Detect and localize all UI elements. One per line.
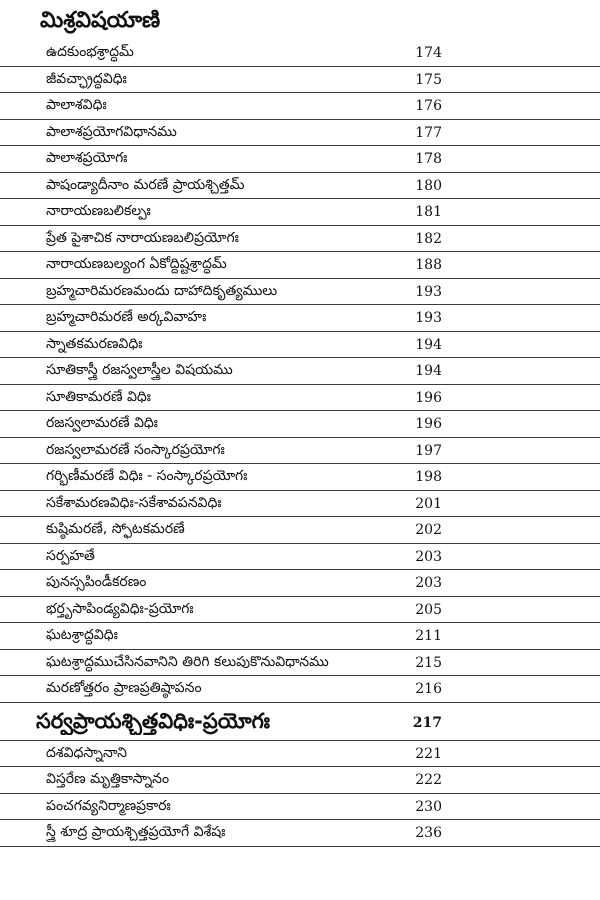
toc-entry-title: నారాయణబలికల్పః: [46, 203, 151, 219]
toc-entry-title: బ్రహ్మచారిమరణమందు దాహాదికృత్యములు: [46, 282, 278, 299]
toc-entry-title: పాలాశప్రయోగః: [46, 150, 128, 166]
toc-page-number: 177: [415, 124, 442, 141]
toc-row: [0, 491, 600, 518]
toc-entry-title: విస్తరేణ మృత్తికాస్నానం: [46, 771, 170, 787]
toc-page-number: 194: [415, 336, 442, 353]
toc-entry-title: బ్రహ్మచారిమరణే అర్కవివాహః: [46, 309, 207, 325]
toc-entry-title: సకేశామరణవిధిః-సకేశావపనవిధిః: [46, 494, 222, 511]
toc-row: [0, 120, 600, 147]
toc-entry-title: కుష్ఠిమరణే, స్ఫోటకమరణే: [46, 521, 185, 537]
toc-row: [0, 597, 600, 624]
toc-page-number: 196: [415, 389, 442, 406]
toc-entry-title: గర్భిణీమరణే విధిః - సంస్కారప్రయోగః: [46, 468, 248, 484]
toc-page-number: 211: [415, 628, 442, 644]
toc-page-number: 182: [415, 230, 442, 247]
toc-row: [0, 199, 600, 226]
toc-row: [0, 385, 600, 412]
toc-entry-title: ప్రేత పైశాచిక నారాయణబలిప్రయోగః: [46, 229, 239, 246]
toc-entry-title: ఘటశ్రాద్ధవిధిః: [46, 627, 118, 643]
toc-page-number: 181: [415, 204, 442, 220]
toc-row: [0, 517, 600, 544]
toc-page-number: 203: [415, 548, 442, 565]
toc-row: [0, 794, 600, 821]
toc-row: [0, 358, 600, 385]
toc-row: [0, 93, 600, 120]
toc-page-number: 178: [415, 151, 442, 167]
toc-row: [0, 464, 600, 491]
section-heading: మిశ్రవిషయాణి: [40, 8, 161, 33]
toc-page-number: 194: [415, 363, 442, 379]
toc-page-number: 221: [415, 745, 442, 762]
toc-entry-title: సర్వప్రాయశ్చిత్తవిధిః-ప్రయోగః: [36, 708, 271, 733]
toc-page-number: 203: [415, 575, 442, 591]
toc-entry-title: ఘటశ్రాద్ధముచేసినవానిని తిరిగి కలుపుకొనువిధానము: [46, 653, 329, 670]
toc-page-number: 180: [415, 177, 442, 194]
toc-entry-title: సర్పహతే: [46, 547, 95, 564]
toc-entry-title: స్త్రీ శూద్ర ప్రాయశ్చిత్తప్రయోగే విశేషః: [46, 824, 226, 840]
toc-page-number: 198: [415, 469, 442, 485]
toc-page-number: 230: [415, 798, 442, 815]
toc-row: [0, 305, 600, 332]
toc-entry-title: సూతికామరణే విధిః: [46, 388, 151, 405]
toc-page-number: 217: [412, 714, 442, 731]
toc-row: [0, 40, 600, 67]
toc-page-number: 175: [415, 71, 442, 88]
toc-page-number: 205: [415, 601, 442, 618]
toc-page-number: 193: [415, 310, 442, 326]
toc-page-number: 215: [415, 654, 442, 671]
toc-row: [0, 767, 600, 794]
toc-entry-title: జీవచ్ఛ్రాద్ధవిధిః: [46, 70, 127, 87]
toc-page-number: 201: [415, 495, 442, 512]
toc-row: [0, 279, 600, 306]
toc-row: [0, 332, 600, 359]
toc-entry-title: పాషండ్యాదీనాం మరణే ప్రాయశ్చిత్తమ్: [46, 176, 245, 193]
toc-entry-title: స్నాతకమరణవిధిః: [46, 335, 143, 352]
toc-row: [0, 676, 600, 703]
toc-row: [0, 820, 600, 847]
toc-row-major: [0, 703, 600, 741]
toc-row: [0, 544, 600, 571]
toc-row: [0, 411, 600, 438]
toc-page-number: 196: [415, 416, 442, 432]
toc-row: [0, 252, 600, 279]
table-of-contents: [0, 40, 600, 847]
toc-entry-title: సూతికాస్త్రీ రజస్వలాస్త్రీల విషయము: [46, 362, 233, 378]
toc-entry-title: ఉదకుంభశ్రాద్ధమ్: [46, 44, 134, 60]
toc-page-number: 188: [415, 257, 442, 273]
toc-page-number: 193: [415, 283, 442, 300]
toc-entry-title: భర్తృసాపిండ్యవిధిః-ప్రయోగః: [46, 600, 194, 617]
toc-entry-title: మరణోత్తరం ప్రాణప్రతిష్ఠాపనం: [46, 680, 202, 696]
toc-page-number: 174: [415, 45, 442, 61]
toc-row: [0, 438, 600, 465]
toc-row: [0, 623, 600, 650]
toc-page-number: 222: [415, 772, 442, 788]
toc-page-number: 236: [415, 825, 442, 841]
toc-page-number: 216: [415, 681, 442, 697]
toc-row: [0, 226, 600, 253]
toc-entry-title: నారాయణబల్యంగ ఏకోద్దిష్టశ్రాద్ధమ్: [46, 256, 227, 272]
toc-entry-title: దశవిధస్నానాని: [46, 744, 127, 761]
toc-row: [0, 146, 600, 173]
toc-entry-title: పాలాశవిధిః: [46, 97, 107, 113]
toc-page-number: 197: [415, 442, 442, 459]
toc-row: [0, 67, 600, 94]
toc-row: [0, 570, 600, 597]
toc-page-number: 202: [415, 522, 442, 538]
toc-row: [0, 741, 600, 768]
toc-entry-title: పంచగవ్యనిర్మాణప్రకారః: [46, 797, 171, 814]
toc-entry-title: పాలాశప్రయోగవిధానము: [46, 123, 177, 140]
toc-entry-title: రజస్వలామరణే విధిః: [46, 415, 158, 431]
toc-page-number: 176: [415, 98, 442, 114]
toc-entry-title: రజస్వలామరణే సంస్కారప్రయోగః: [46, 441, 225, 458]
toc-entry-title: పునస్సపిండీకరణం: [46, 574, 147, 590]
toc-row: [0, 173, 600, 200]
toc-row: [0, 650, 600, 677]
